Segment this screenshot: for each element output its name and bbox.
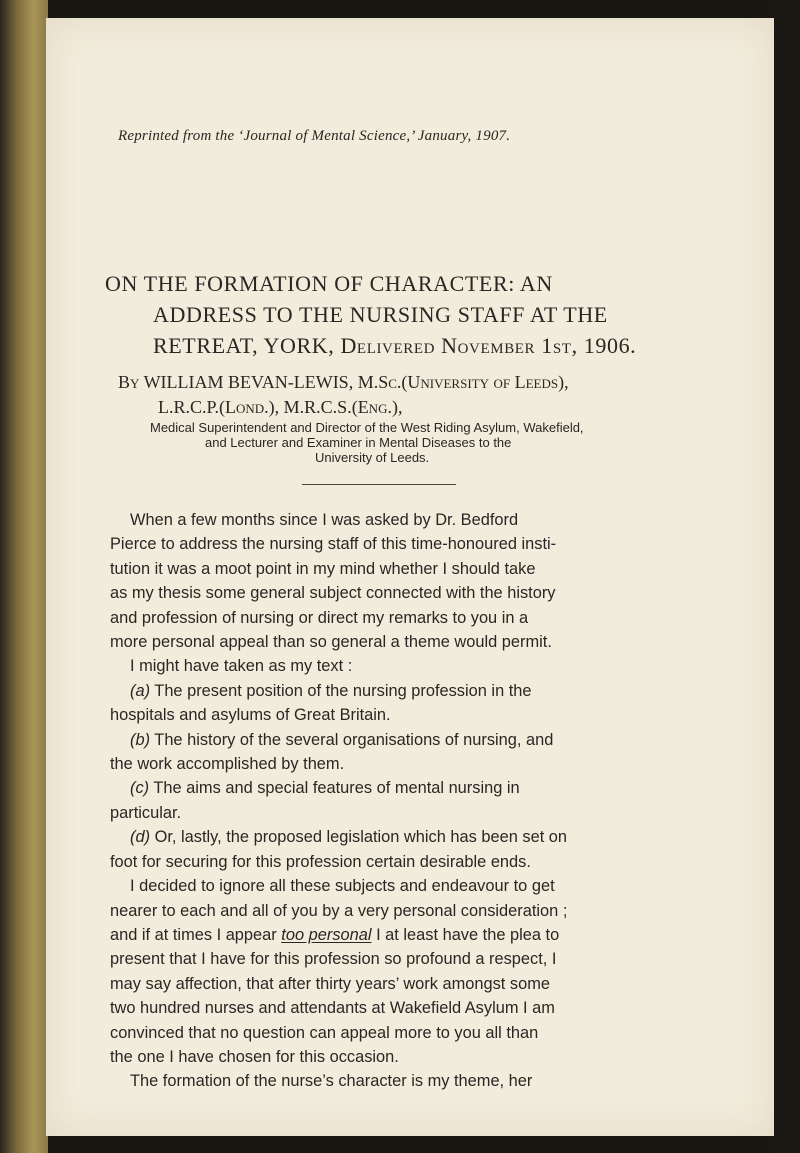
list-text: The aims and special features of mental nursing in [149,779,520,798]
author-line-2: L.R.C.P.(Lond.), M.R.C.S.(Eng.), [158,397,403,417]
body-line: foot for securing for this profession certain desirable ends. [110,852,531,871]
list-marker: (d) [130,828,151,847]
emphasis: too personal [281,925,372,944]
body-text-segment: and if at times I appear [110,925,282,944]
article-body [110,508,630,1094]
list-item-d [110,825,630,849]
book-spine [0,0,48,1153]
author-line-1: By WILLIAM BEVAN-LEWIS, M.Sc.(University of Leeds), [118,372,569,392]
list-text: The history of the several organisations of nursing, and [150,730,554,749]
list-marker: (b) [130,730,151,749]
list-item-c [110,776,630,800]
list-marker: (c) [130,779,150,798]
list-text: Or, lastly, the proposed legislation which has been set on [150,828,568,847]
body-line: When a few months since I was asked by Dr. Bedford [130,511,519,529]
body-line: present that I have for this profession so profound a respect, I [110,950,557,969]
section-divider [302,484,456,485]
body-text-segment: I at least have the plea to [371,925,560,944]
author-byline [118,370,698,420]
list-text: The present position of the nursing profession in the [150,681,532,700]
body-line: Pierce to address the nursing staff of this time-honoured insti- [110,535,557,554]
body-line: I might have taken as my text : [130,657,353,676]
body-line: hospitals and asylums of Great Britain. [110,706,391,725]
affiliation-line-3: University of Leeds. [315,450,430,465]
body-line: the one I have chosen for this occasion. [110,1047,399,1066]
body-line: the work accomplished by them. [110,755,345,774]
list-item-a [110,679,630,703]
title-line-3: RETREAT, YORK, Delivered November 1st, 1906. [153,333,637,358]
article-title [105,268,705,361]
title-line-2: ADDRESS TO THE NURSING STAFF AT THE [153,302,608,327]
body-line: particular. [110,803,182,822]
body-line: two hundred nurses and attendants at Wakefield Asylum I am [110,999,555,1018]
body-line: nearer to each and all of you by a very personal consideration ; [110,901,568,920]
author-affiliation [150,420,690,465]
body-line: tution it was a moot point in my mind whether I should take [110,559,536,578]
body-line [110,923,630,947]
list-item-b [110,728,630,752]
title-line-1: ON THE FORMATION OF CHARACTER: AN [105,271,553,296]
page-edge-shadow [772,0,800,1153]
body-line: may say affection, that after thirty years’ work amongst some [110,974,550,993]
reprint-notice: Reprinted from the ‘Journal of Mental Science,’ January, 1907. [118,128,511,144]
body-line: I decided to ignore all these subjects and endeavour to get [130,877,555,896]
body-line: The formation of the nurse’s character is my theme, her [130,1072,533,1091]
body-line: more personal appeal than so general a theme would permit. [110,633,552,652]
list-marker: (a) [130,681,151,700]
body-line: as my thesis some general subject connected with the history [110,584,556,603]
affiliation-line-2: and Lecturer and Examiner in Mental Diseases to the [205,435,512,450]
body-line: convinced that no question can appeal more to you all than [110,1023,539,1042]
body-line: and profession of nursing or direct my remarks to you in a [110,608,529,627]
affiliation-line-1: Medical Superintendent and Director of the West Riding Asylum, Wakefield, [150,420,584,435]
